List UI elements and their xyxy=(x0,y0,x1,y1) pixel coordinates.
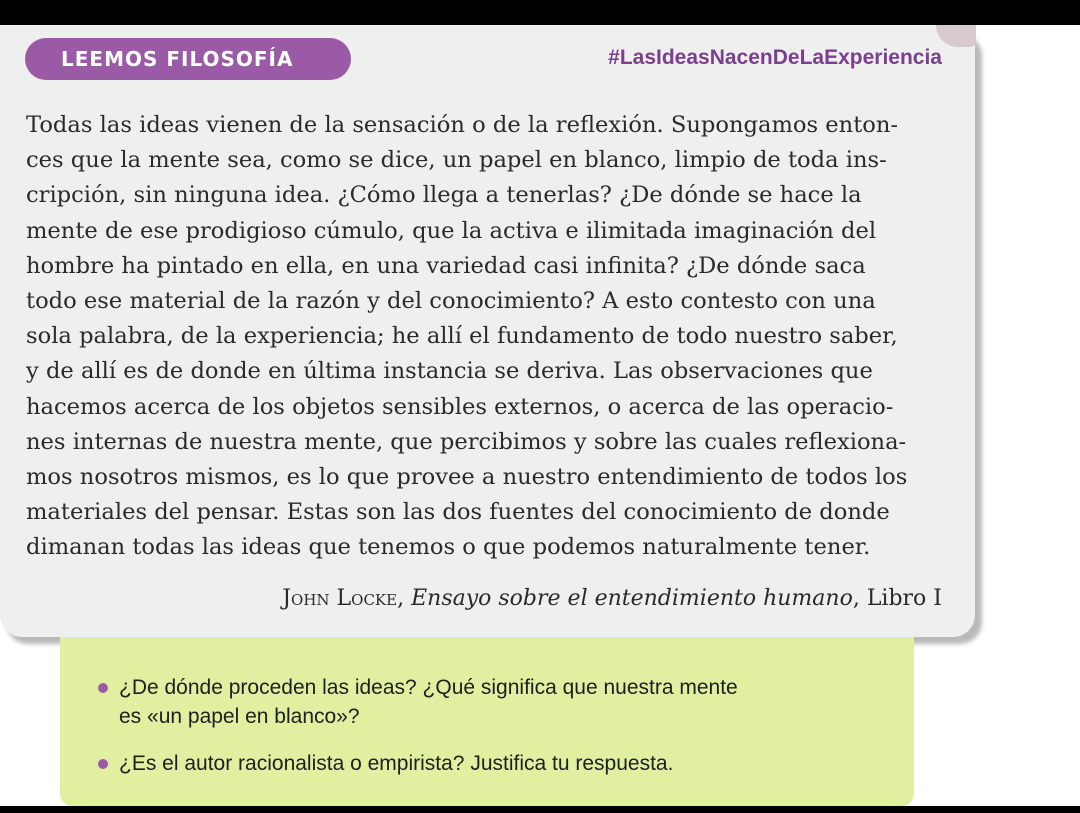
passage-line: dimanan todas las ideas que tenemos o que podemos naturalmente tener. xyxy=(26,534,871,561)
passage-line: ces que la mente sea, como se dice, un papel en blanco, limpio de toda ins- xyxy=(26,147,887,174)
bullet-dot-icon xyxy=(98,683,108,693)
questions-list xyxy=(90,673,900,778)
passage-line: hacemos acerca de los objetos sensibles externos, o acerca de las operacio- xyxy=(26,393,894,420)
bullet-dot-icon xyxy=(98,759,108,769)
top-black-bar xyxy=(0,0,1080,25)
passage-line: mente de ese prodigioso cúmulo, que la activa e ilimitada imaginación del xyxy=(26,217,877,244)
philosophy-passage xyxy=(26,108,956,566)
question-text: ¿Es el autor racionalista o empirista? Justifica tu respuesta. xyxy=(119,752,674,775)
citation-separator: , xyxy=(397,586,412,611)
passage-line: mos nosotros mismos, es lo que provee a nuestro entendimiento de todos los xyxy=(26,464,908,491)
section-badge-label: LEEMOS FILOSOFÍA xyxy=(61,47,294,71)
question-item xyxy=(90,673,900,731)
bottom-black-bar xyxy=(0,806,1080,813)
passage-line: materiales del pensar. Estas son las dos fuentes del conocimiento de donde xyxy=(26,499,890,526)
question-item xyxy=(90,749,900,778)
passage-line: nes internas de nuestra mente, que percibimos y sobre las cuales reflexiona- xyxy=(26,428,907,455)
hashtag-label: #LasIdeasNacenDeLaExperiencia xyxy=(608,46,942,69)
passage-line: y de allí es de donde en última instancia se deriva. Las observaciones que xyxy=(26,358,873,385)
passage-line: hombre ha pintado en ella, en una variedad casi infinita? ¿De dónde saca xyxy=(26,252,866,279)
passage-line: sola palabra, de la experiencia; he allí el fundamento de todo nuestro saber, xyxy=(26,323,898,350)
passage-line: Todas las ideas vienen de la sensación o de la reflexión. Supongamos enton- xyxy=(26,112,899,138)
passage-line: cripción, sin ninguna idea. ¿Cómo llega a tenerlas? ¿De dónde se hace la xyxy=(26,182,862,209)
citation-book: , Libro I xyxy=(852,586,942,611)
section-badge xyxy=(25,38,351,80)
question-text: ¿De dónde proceden las ideas? ¿Qué significa que nuestra mente xyxy=(119,676,738,699)
citation-work-title: Ensayo sobre el entendimiento humano xyxy=(411,586,853,611)
passage-line: todo ese material de la razón y del conocimiento? A esto contesto con una xyxy=(26,288,876,315)
question-text: es «un papel en blanco»? xyxy=(119,705,360,728)
passage-citation xyxy=(200,586,942,611)
citation-author: John Locke xyxy=(282,586,398,611)
